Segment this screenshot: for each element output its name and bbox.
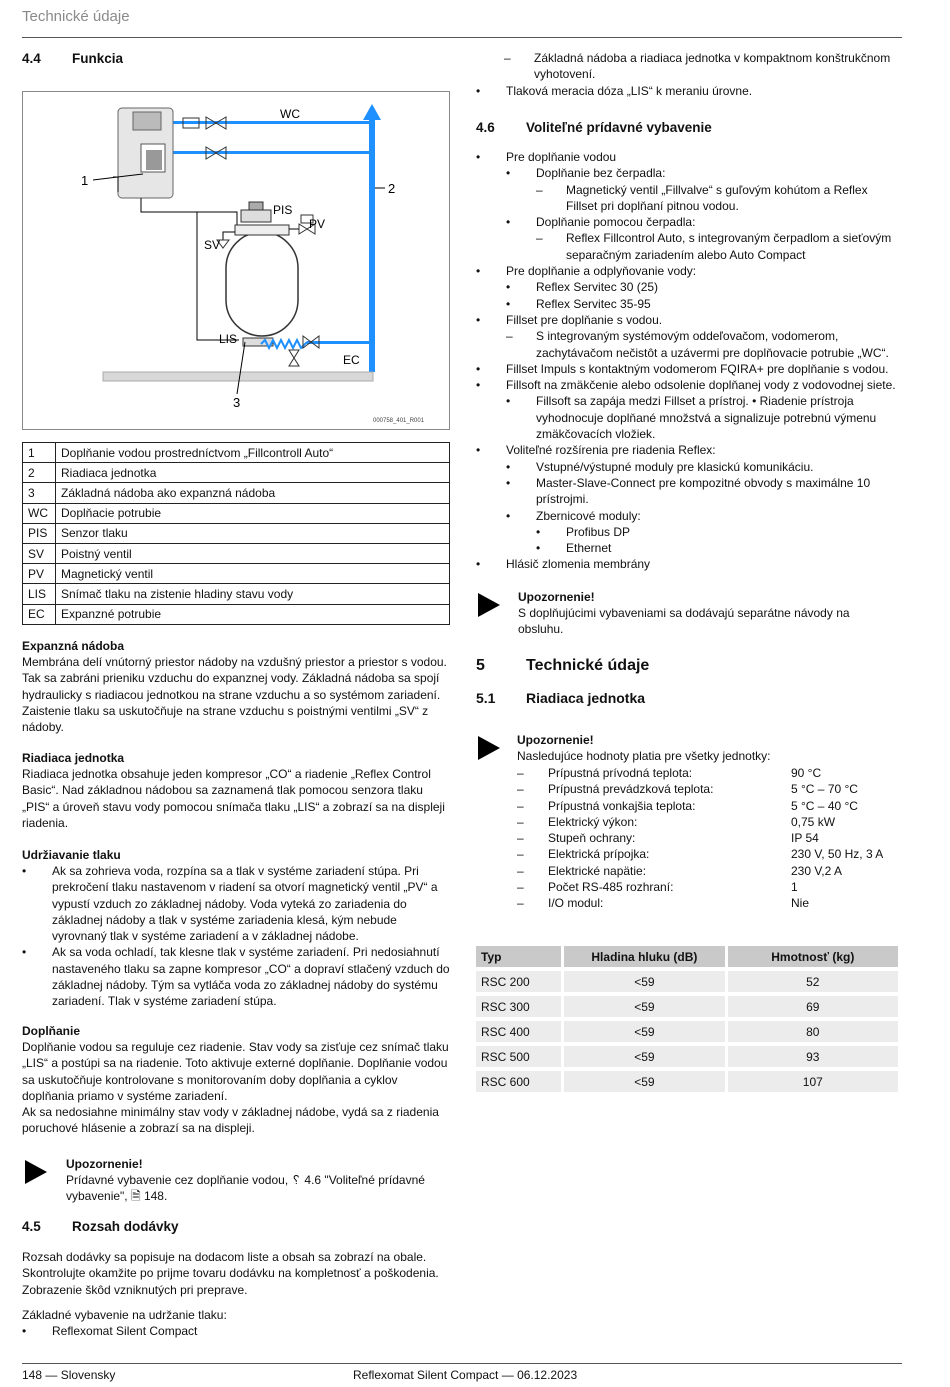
spec-key: Prípustná vonkajšia teplota: bbox=[548, 798, 696, 813]
sv-link bbox=[223, 232, 235, 240]
list-item: • Fillset pre doplňanie s vodou. bbox=[476, 312, 896, 328]
table-row bbox=[476, 996, 898, 1017]
note-1 bbox=[66, 1156, 446, 1205]
list-item: • Doplňanie bez čerpadla: bbox=[506, 165, 896, 181]
table-row bbox=[476, 1046, 898, 1067]
udrziavanie-section bbox=[22, 847, 450, 1010]
legend-key: SV bbox=[23, 543, 56, 563]
list-item: • Fillsoft na zmäkčenie alebo odsolenie doplňanej vody z vodovodnej siete. bbox=[476, 377, 896, 393]
legend-value: Doplňanie vodou prostredníctvom „Fillcontroll Auto“ bbox=[56, 443, 450, 463]
spec-key: Elektrický výkon: bbox=[548, 814, 638, 829]
spec-value: 1 bbox=[791, 880, 798, 895]
legend-key: EC bbox=[23, 604, 56, 624]
dash-marker: – bbox=[517, 847, 524, 862]
table-cell: RSC 200 bbox=[476, 971, 561, 992]
list-item: • Reflexomat Silent Compact bbox=[22, 1323, 450, 1339]
spec-value: 0,75 kW bbox=[791, 814, 836, 829]
list-item: • Pre doplňanie a odplyňovanie vody: bbox=[476, 263, 896, 279]
dash-marker: – bbox=[517, 880, 524, 895]
list-item: – Magnetický ventil „Fillvalve“ s guľovým kohútom a Reflex Fillset pri doplňaní pitnou vodou. bbox=[536, 182, 896, 215]
legend-table bbox=[22, 442, 450, 625]
legend-value: Snímač tlaku na zistenie hladiny stavu vody bbox=[56, 584, 450, 604]
note-1-text[interactable]: Prídavné vybavenie cez doplňanie vodou, ␦ 4.6 "Voliteľné prídavné vybavenie", 🗎 148. bbox=[66, 1173, 425, 1204]
note-2-text: S doplňujúcimi vybaveniami sa dodávajú separátne návody na obsluhu. bbox=[518, 606, 850, 637]
expansion-vessel bbox=[226, 232, 298, 336]
pis-head bbox=[249, 202, 263, 210]
spec-value: IP 54 bbox=[791, 831, 819, 846]
note-3-title: Upozornenie! bbox=[517, 733, 594, 747]
table-cell: RSC 600 bbox=[476, 1071, 561, 1092]
list-item: – Základná nádoba a riadiaca jednotka v kompaktnom konštrukčnom vyhotovení. bbox=[504, 50, 896, 83]
spec-value: 230 V, 50 Hz, 3 A bbox=[791, 847, 884, 862]
expanzna-section bbox=[22, 638, 450, 735]
table-cell: <59 bbox=[564, 996, 724, 1017]
udrziavanie-title: Udržiavanie tlaku bbox=[22, 848, 121, 862]
legend-row bbox=[23, 443, 450, 463]
table-row bbox=[476, 1021, 898, 1042]
legend-row bbox=[23, 503, 450, 523]
list-item: • Master-Slave-Connect pre kompozitné obvody s maximálne 10 prístrojmi. bbox=[506, 475, 896, 508]
table-cell: RSC 400 bbox=[476, 1021, 561, 1042]
spec-row bbox=[517, 766, 883, 782]
dash-marker: – bbox=[517, 782, 524, 797]
table-row bbox=[476, 971, 898, 992]
table-cell: RSC 300 bbox=[476, 996, 561, 1017]
spec-key: Elektrické napätie: bbox=[548, 863, 647, 878]
sec45-text: Rozsah dodávky sa popisuje na dodacom liste a obsah sa zobrazí na obale. Skontrolujte okamžite po prijme tovaru dodávku na kompletnosť a poškodenia. Zobrazenie škôd vzniknutých pri preprave. bbox=[22, 1250, 439, 1297]
legend-row bbox=[23, 483, 450, 503]
legend-value: Magnetický ventil bbox=[56, 564, 450, 584]
doplnanie-text1: Doplňanie vodou sa reguluje cez riadenie. Stav vody sa zisťuje cez snímač tlaku „LIS“ a postúpi sa na riadenie. Toto aktivuje externé doplňanie. Doplňanie vodou sa uskutočňuje kontrolovane s monitorovaním doby doplňania a cyklov doplňania priamo v systéme zariadení. bbox=[22, 1040, 449, 1103]
legend-key: WC bbox=[23, 503, 56, 523]
control-line bbox=[113, 177, 118, 192]
spec-row bbox=[517, 896, 883, 912]
riadiaca-section bbox=[22, 750, 450, 831]
pis-sensor bbox=[241, 210, 271, 222]
riadiaca-title: Riadiaca jednotka bbox=[22, 751, 125, 765]
table-cell: 52 bbox=[728, 971, 898, 992]
sec45-text2: Základné vybavenie na udržanie tlaku: bbox=[22, 1307, 227, 1322]
expanzna-title: Expanzná nádoba bbox=[22, 639, 125, 653]
dash-marker: – bbox=[517, 863, 524, 878]
spec-value: 5 °C – 70 °C bbox=[791, 782, 858, 797]
footer-center: Reflexomat Silent Compact — 06.12.2023 bbox=[353, 1368, 578, 1382]
ec-pipe bbox=[307, 341, 369, 344]
dash-marker: – bbox=[517, 766, 524, 780]
dash-marker: – bbox=[517, 798, 524, 813]
note-2-title: Upozornenie! bbox=[518, 590, 595, 604]
spec-row bbox=[517, 782, 883, 798]
figure-code: 000758_401_R001 bbox=[373, 418, 425, 424]
spec-value: 90 °C bbox=[791, 766, 822, 780]
spec-key: Elektrická prípojka: bbox=[548, 847, 650, 862]
list-item: • Tlaková meracia dóza „LIS“ k meraniu úrovne. bbox=[476, 83, 896, 99]
label-pis: PIS bbox=[273, 203, 293, 217]
right-top-list bbox=[476, 50, 896, 99]
label-1: 1 bbox=[81, 173, 89, 188]
list-item: • Vstupné/výstupné moduly pre klasickú komunikáciu. bbox=[506, 459, 896, 475]
table-cell: RSC 500 bbox=[476, 1046, 561, 1067]
legend-value: Základná nádoba ako expanzná nádoba bbox=[56, 483, 450, 503]
label-wc: WC bbox=[280, 107, 300, 121]
floor-slab bbox=[103, 372, 373, 381]
spec-key: Prípustná prívodná teplota: bbox=[548, 766, 693, 780]
riadiaca-text: Riadiaca jednotka obsahuje jeden kompresor „CO“ a riadenie „Reflex Control Basic“. Nad základnou nádobou sa zaznamená tlak pomocou senzora tlaku „PIS“ a úroveň stavu vody pomocou snímača tlaku „LIS“ a zobrazí sa na displeji riadenia. bbox=[22, 767, 445, 830]
legend-value: Doplňacie potrubie bbox=[56, 503, 450, 523]
list-item: • Profibus DP bbox=[536, 524, 896, 540]
list-item: – S integrovaným systémovým oddeľovačom, vodomerom, zachytávačom nečistôt a uzávermi pre doplňovacie potrubie „WC“. bbox=[506, 328, 896, 361]
sec45-body bbox=[22, 1249, 450, 1339]
legend-row bbox=[23, 604, 450, 624]
list-item: • Hlásič zlomenia membrány bbox=[476, 556, 896, 572]
note-arrow-icon bbox=[478, 736, 500, 760]
optional-equipment-list bbox=[476, 149, 896, 573]
spec-value: 5 °C – 40 °C bbox=[791, 798, 858, 813]
spec-row bbox=[517, 799, 883, 815]
list-item: • Ak sa voda ochladí, tak klesne tlak v systéme zariadení. Pri nedosiahnutí nastaveného tlaku sa zapne kompresor „CO“ a dopraví stlačený vzduch do základnej nádoby. Tým sa vytláča voda zo základnej nádoby do systému zariadení. Tlak v systéme zariadení stúpa. bbox=[22, 944, 450, 1009]
list-item: • Fillset Impuls s kontaktným vodomerom FQIRA+ pre doplňanie s vodou. bbox=[476, 361, 896, 377]
header-rule bbox=[22, 37, 902, 38]
legend-row bbox=[23, 523, 450, 543]
doplnanie-section bbox=[22, 1023, 450, 1137]
table-cell: 93 bbox=[728, 1046, 898, 1067]
list-item: • Voliteľné rozšírenia pre riadenia Reflex: bbox=[476, 442, 896, 458]
legend-row bbox=[23, 543, 450, 563]
table-cell: <59 bbox=[564, 1046, 724, 1067]
fill-pipe bbox=[173, 151, 369, 154]
legend-value: Senzor tlaku bbox=[56, 523, 450, 543]
list-item: • Doplňanie pomocou čerpadla: bbox=[506, 214, 896, 230]
running-header: Technické údaje bbox=[22, 8, 130, 25]
spec-key: I/O modul: bbox=[548, 896, 604, 911]
column-header: Hladina hluku (dB) bbox=[564, 946, 724, 967]
pv-valve-icon bbox=[299, 224, 307, 234]
list-item: • Reflex Servitec 30 (25) bbox=[506, 279, 896, 295]
legend-key: LIS bbox=[23, 584, 56, 604]
dash-marker: – bbox=[517, 831, 524, 846]
spec-key: Počet RS-485 rozhraní: bbox=[548, 880, 674, 895]
legend-value: Expanzné potrubie bbox=[56, 604, 450, 624]
vessel-top bbox=[235, 225, 289, 235]
drain-valve-icon bbox=[289, 350, 299, 358]
label-ec: EC bbox=[343, 353, 360, 367]
list-item: • Ak sa zohrieva voda, rozpína sa a tlak v systéme zariadení stúpa. Pri prekročení tlaku nastavenom v riadení sa otvorí magnetický ventil „PV“ a vypustí vzduch zo základnej nádoby. Voda vyteká zo zariadenia do základnej nádoby a tlak v systéme zariadenia klesá, kým nebude vyrovnaný tlak v systéme zariadení a v základnej nádobe. bbox=[22, 863, 450, 944]
table-cell: 107 bbox=[728, 1071, 898, 1092]
legend-value: Poistný ventil bbox=[56, 543, 450, 563]
column-header: Typ bbox=[476, 946, 561, 967]
main-pipe bbox=[369, 110, 375, 372]
column-header: Hmotnosť (kg) bbox=[728, 946, 898, 967]
section-4-4-heading: 4.4 Funkcia bbox=[22, 51, 124, 66]
legend-key: 3 bbox=[23, 483, 56, 503]
label-lis: LIS bbox=[219, 332, 238, 346]
drain-valve-icon bbox=[289, 358, 299, 366]
control-line bbox=[141, 198, 237, 225]
table-cell: <59 bbox=[564, 1021, 724, 1042]
label-pv: PV bbox=[309, 217, 326, 231]
table-cell: 80 bbox=[728, 1021, 898, 1042]
footer-rule bbox=[22, 1363, 902, 1364]
expanzna-text: Membrána delí vnútorný priestor nádoby na vzdušný priestor a priestor s vodou. Tak sa zabráni prieniku vzduchu do expanznej vody. Základná nádoba sa spojí hydraulicky s riadiacou jednotkou na strane vzduchu a so systémom zariadení. Zaistenie tlaku sa uskutočňuje na strane vzduchu s poistnými ventilmi „SV“ z nádoby. bbox=[22, 655, 447, 735]
dash-marker: – bbox=[517, 896, 524, 911]
list-item: • Pre doplňanie vodou bbox=[476, 149, 896, 165]
note-arrow-icon bbox=[478, 593, 500, 617]
doplnanie-title: Doplňanie bbox=[22, 1024, 81, 1038]
list-item: • Reflex Servitec 35-95 bbox=[506, 296, 896, 312]
legend-key: PV bbox=[23, 564, 56, 584]
legend-key: 1 bbox=[23, 443, 56, 463]
pipe-arrow-up-icon bbox=[363, 104, 381, 120]
note-arrow-icon bbox=[25, 1160, 47, 1184]
note-3 bbox=[517, 732, 897, 764]
spec-row bbox=[517, 847, 883, 863]
section-4-6-heading: 4.6 Voliteľné prídavné vybavenie bbox=[476, 120, 712, 135]
spec-key: Prípustná prevádzková teplota: bbox=[548, 782, 714, 797]
function-diagram bbox=[22, 91, 450, 430]
dash-marker: – bbox=[517, 814, 524, 829]
lead-line-3 bbox=[237, 342, 245, 394]
section-5-heading: 5 Technické údaje bbox=[476, 657, 650, 674]
spec-row bbox=[517, 831, 883, 847]
spec-row bbox=[517, 880, 883, 896]
label-2: 2 bbox=[388, 181, 396, 196]
model-table bbox=[473, 942, 901, 1096]
wc-pipe bbox=[173, 121, 369, 124]
doplnanie-text2: Ak sa nedosiahne minimálny stav vody v základnej nádobe, vydá sa z riadenia poruchové hlásenie a zobrazí sa na displeji. bbox=[22, 1105, 439, 1136]
list-item: – Reflex Fillcontrol Auto, s integrovaným čerpadlom a sieťovým separačným zariadením alebo Auto Compact bbox=[536, 230, 896, 263]
label-sv: SV bbox=[204, 238, 221, 252]
table-cell: 69 bbox=[728, 996, 898, 1017]
section-4-5-heading: 4.5 Rozsah dodávky bbox=[22, 1219, 179, 1234]
spec-key: Stupeň ochrany: bbox=[548, 831, 636, 846]
fillcontrol-display bbox=[133, 112, 161, 130]
list-item: • Ethernet bbox=[536, 540, 896, 556]
table-row bbox=[476, 1071, 898, 1092]
spec-list bbox=[517, 766, 883, 913]
note-2 bbox=[518, 589, 898, 638]
list-item: • Zbernicové moduly: bbox=[506, 508, 896, 524]
spec-row bbox=[517, 864, 883, 880]
fillcontrol-pump-body bbox=[146, 150, 162, 170]
table-cell: <59 bbox=[564, 1071, 724, 1092]
legend-row bbox=[23, 463, 450, 483]
legend-row bbox=[23, 584, 450, 604]
legend-key: PIS bbox=[23, 523, 56, 543]
footer-left: 148 — Slovensky bbox=[22, 1368, 116, 1382]
section-5-1-heading: 5.1 Riadiaca jednotka bbox=[476, 690, 646, 706]
legend-row bbox=[23, 564, 450, 584]
spec-value: 230 V,2 A bbox=[791, 863, 842, 878]
spec-row bbox=[517, 815, 883, 831]
legend-key: 2 bbox=[23, 463, 56, 483]
list-item: • Fillsoft sa zapája medzi Fillset a prístroj. • Riadenie prístroja vyhodnocuje doplňané množstvá a signalizuje potrebnú výmenu zmäkčovacích vložiek. bbox=[506, 393, 896, 442]
note-1-title: Upozornenie! bbox=[66, 1157, 143, 1171]
legend-value: Riadiaca jednotka bbox=[56, 463, 450, 483]
label-3: 3 bbox=[233, 395, 241, 410]
note-3-text: Nasledujúce hodnoty platia pre všetky jednotky: bbox=[517, 749, 771, 763]
spec-value: Nie bbox=[791, 896, 810, 911]
table-cell: <59 bbox=[564, 971, 724, 992]
diagram-svg bbox=[23, 92, 449, 429]
